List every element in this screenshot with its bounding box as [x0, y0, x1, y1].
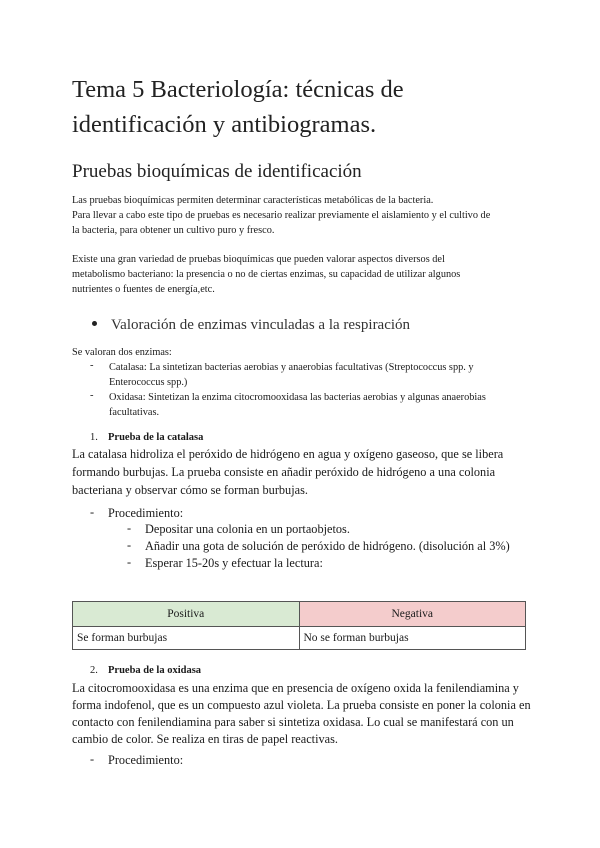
test1-text-line: formando burbujas. La prueba consiste en añadir peróxido de hidrógeno a una colonia — [72, 465, 496, 479]
dash-icon: - — [127, 555, 132, 569]
enzyme-oxidase-line: Oxidasa: Sintetizan la enzima citocromooxidasa las bacterias aerobias y algunas anaerobias — [109, 392, 486, 403]
enzymes-intro: Se valoran dos enzimas: — [72, 347, 172, 358]
dash-icon: - — [127, 521, 132, 535]
page-title-line-2: identificación y antibiogramas. — [72, 111, 377, 138]
test2-text-line: contacto con fenilendiamina para saber si sintetiza oxidasa. Lo cual se manifestará con un — [72, 715, 514, 729]
enzyme-catalase-line: Enterococcus spp.) — [109, 377, 188, 388]
test1-number: 1. — [90, 432, 98, 443]
test2-number: 2. — [90, 665, 98, 676]
variety-line: nutrientes o fuentes de energía,etc. — [72, 284, 215, 295]
test2-text-line: La citocromooxidasa es una enzima que en presencia de oxígeno oxida la fenilendiamina y — [72, 681, 519, 695]
dash-icon: - — [90, 360, 94, 371]
table-header-row — [73, 602, 526, 627]
test1-step: Añadir una gota de solución de peróxido de hidrógeno. (disolución al 3%) — [145, 539, 510, 553]
test2-text-line: cambio de color. Se realiza en tiras de papel reactivas. — [72, 732, 338, 746]
test1-text-line: La catalasa hidroliza el peróxido de hidrógeno en agua y oxígeno gaseoso, que se libera — [72, 447, 504, 461]
test1-step: Depositar una colonia en un portaobjetos. — [145, 522, 350, 536]
results-table — [72, 601, 526, 650]
negative-header-cell: Negativa — [299, 602, 526, 627]
test1-procedure-label: Procedimiento: — [108, 506, 184, 520]
negative-value-cell: No se forman burbujas — [299, 627, 526, 650]
positive-header-cell: Positiva — [73, 602, 300, 627]
test2-text-line: forma indofenol, que es un compuesto azul violeta. La prueba consiste en poner la colonia en — [72, 698, 531, 712]
variety-line: metabolismo bacteriano: la presencia o no de ciertas enzimas, su capacidad de utilizar algunos — [72, 269, 461, 280]
positive-value-cell: Se forman burbujas — [73, 627, 300, 650]
enzyme-catalase-line: Catalasa: La sintetizan bacterias aerobias y anaerobias facultativas (Streptococcus spp. y — [109, 362, 474, 373]
dash-icon: - — [90, 752, 95, 766]
variety-line: Existe una gran variedad de pruebas bioquímicas que pueden valorar aspectos diversos del — [72, 254, 445, 265]
intro-line: la bacteria, para obtener un cultivo puro y fresco. — [72, 225, 275, 236]
test2-procedure-label: Procedimiento: — [108, 753, 184, 767]
test1-heading: Prueba de la catalasa — [108, 432, 204, 443]
table-row — [73, 627, 526, 650]
section-heading: Pruebas bioquímicas de identificación — [72, 161, 362, 182]
enzyme-oxidase-line: facultativas. — [109, 407, 160, 418]
dash-icon: - — [90, 505, 95, 519]
subsection-title: Valoración de enzimas vinculadas a la respiración — [111, 317, 411, 333]
dash-icon: - — [90, 390, 94, 401]
subsection-heading — [92, 314, 410, 336]
dash-icon: - — [127, 538, 132, 552]
page-title-line-1: Tema 5 Bacteriología: técnicas de — [72, 76, 404, 103]
test2-heading: Prueba de la oxidasa — [108, 665, 202, 676]
test1-text-line: bacteriana y observar cómo se forman burbujas. — [72, 483, 308, 497]
intro-line: Para llevar a cabo este tipo de pruebas es necesario realizar previamente el aislamiento y el cultivo de — [72, 210, 491, 221]
test1-step: Esperar 15-20s y efectuar la lectura: — [145, 556, 323, 570]
intro-line: Las pruebas bioquímicas permiten determinar características metabólicas de la bacteria. — [72, 195, 434, 206]
bullet-icon — [92, 321, 97, 326]
